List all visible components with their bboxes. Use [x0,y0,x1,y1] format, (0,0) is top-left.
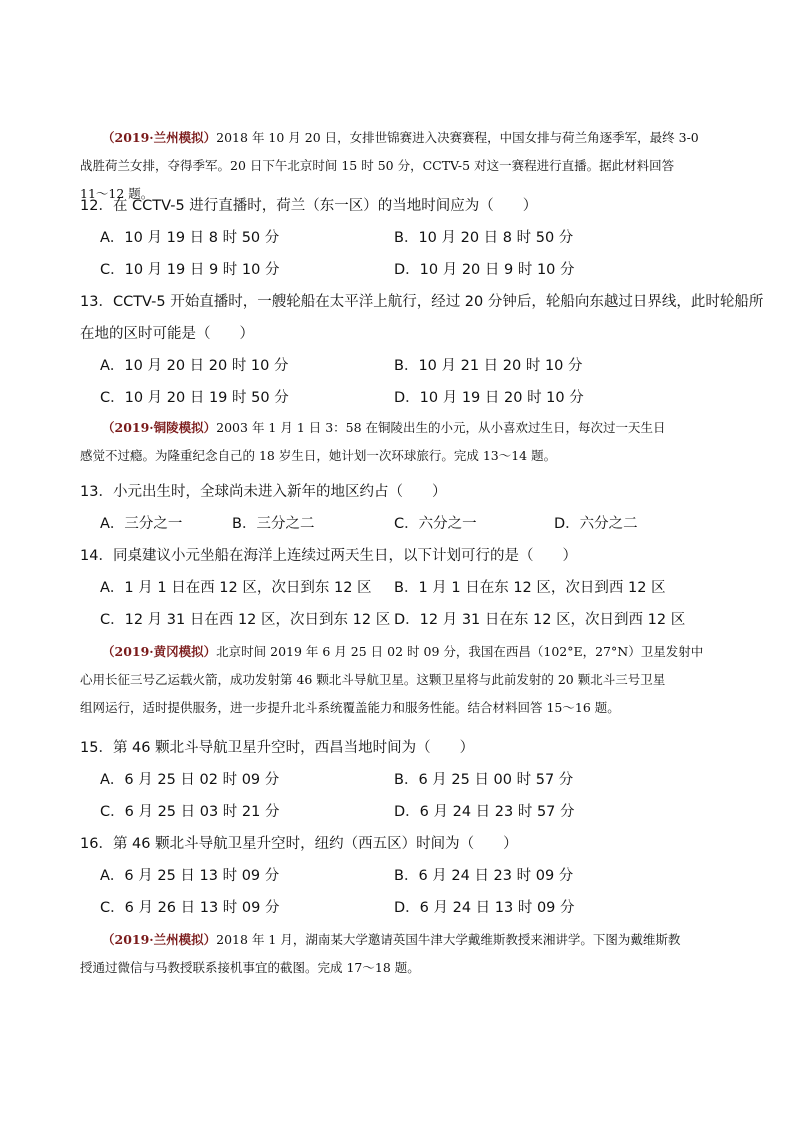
option-c[interactable]: C．六分之一 [394,516,477,532]
option-a[interactable]: A．10 月 20 日 20 时 10 分 [100,358,289,374]
option-a[interactable]: A．三分之一 [100,516,183,532]
option-a[interactable]: A．10 月 19 日 8 时 50 分 [100,230,280,246]
option-d[interactable]: D．10 月 20 日 9 时 10 分 [394,262,575,278]
passage-source: （2019·兰州模拟） [102,130,217,145]
option-b[interactable]: B．10 月 20 日 8 时 50 分 [394,230,574,246]
option-d[interactable]: D．6 月 24 日 23 时 57 分 [394,804,575,820]
question-15 [80,732,730,764]
option-b[interactable]: B．三分之二 [232,516,315,532]
passage-line: 感觉不过瘾。为隆重纪念自己的 18 岁生日，她计划一次环球旅行。完成 13～14 题。 [80,448,557,463]
option-a[interactable]: A．6 月 25 日 02 时 09 分 [100,772,280,788]
question-stem: 12．在 CCTV-5 进行直播时，荷兰（东一区）的当地时间应为（ ） [80,198,538,214]
passage-line: 组网运行，适时提供服务，进一步提升北斗系统覆盖能力和服务性能。结合材料回答 15～16 题。 [80,700,620,715]
question-13b [80,476,730,508]
option-row [100,222,740,254]
option-c[interactable]: C．10 月 19 日 9 时 10 分 [100,262,280,278]
passage-line: 战胜荷兰女排，夺得季军。20 日下午北京时间 15 时 50 分，CCTV-5 对这一赛程进行直播。据此材料回答 [80,158,675,173]
question-stem: 14．同桌建议小元坐船在海洋上连续过两天生日，以下计划可行的是（ ） [80,548,577,564]
question-stem: 15．第 46 颗北斗导航卫星升空时，西昌当地时间为（ ） [80,740,475,756]
question-stem: 13．CCTV-5 开始直播时，一艘轮船在太平洋上航行，经过 20 分钟后，轮船向东越过日界线，此时轮船所 [80,294,764,310]
option-d[interactable]: D．12 月 31 日在东 12 区，次日到西 12 区 [394,612,686,628]
passage-line: （2019·兰州模拟）2018 年 1 月，湖南某大学邀请英国牛津大学戴维斯教授来湘讲学。下图为戴维斯教 [102,932,681,947]
option-row [100,254,740,286]
passage-line: （2019·铜陵模拟）2003 年 1 月 1 日 3：58 在铜陵出生的小元，从小喜欢过生日，每次过一天生日 [102,420,666,435]
passage-line: 授通过微信与马教授联系接机事宜的截图。完成 17～18 题。 [80,960,420,975]
option-b[interactable]: B．6 月 25 日 00 时 57 分 [394,772,574,788]
option-row [100,604,740,636]
option-row [100,508,740,540]
option-row [100,572,740,604]
question-stem: 13．小元出生时，全球尚未进入新年的地区约占（ ） [80,484,447,500]
option-d[interactable]: D．10 月 19 日 20 时 10 分 [394,390,584,406]
question-16 [80,828,730,860]
question-stem-cont: 在地的区时可能是（ ） [80,326,254,342]
option-d[interactable]: D．6 月 24 日 13 时 09 分 [394,900,575,916]
option-row [100,382,740,414]
passage-line: （2019·黄冈模拟）北京时间 2019 年 6 月 25 日 02 时 09 分，我国在西昌（102°E，27°N）卫星发射中 [102,644,704,659]
passage-4 [80,926,720,982]
option-d[interactable]: D．六分之二 [554,516,638,532]
option-row [100,892,740,924]
passage-source: （2019·兰州模拟） [102,932,217,947]
option-a[interactable]: A．1 月 1 日在西 12 区，次日到东 12 区 [100,580,372,596]
option-row [100,764,740,796]
question-13a [80,286,764,350]
passage-2 [80,414,720,470]
option-row [100,350,740,382]
option-b[interactable]: B．6 月 24 日 23 时 09 分 [394,868,574,884]
passage-line: （2019·兰州模拟）2018 年 10 月 20 日，女排世锦赛进入决赛赛程，中国女排与荷兰角逐季军，最终 3-0 [102,130,699,145]
option-c[interactable]: C．12 月 31 日在西 12 区，次日到东 12 区 [100,612,391,628]
option-c[interactable]: C．6 月 26 日 13 时 09 分 [100,900,280,916]
option-c[interactable]: C．10 月 20 日 19 时 50 分 [100,390,289,406]
option-b[interactable]: B．10 月 21 日 20 时 10 分 [394,358,583,374]
passage-source: （2019·黄冈模拟） [102,644,217,659]
option-row [100,796,740,828]
passage-line: 11～12 题。 [80,186,154,201]
passage-3 [80,638,720,722]
question-12 [80,190,730,222]
option-b[interactable]: B．1 月 1 日在东 12 区，次日到西 12 区 [394,580,666,596]
question-stem: 16．第 46 颗北斗导航卫星升空时，纽约（西五区）时间为（ ） [80,836,518,852]
passage-line: 心用长征三号乙运载火箭，成功发射第 46 颗北斗导航卫星。这颗卫星将与此前发射的 20 颗北斗三号卫星 [80,672,666,687]
option-row [100,860,740,892]
option-c[interactable]: C．6 月 25 日 03 时 21 分 [100,804,280,820]
passage-source: （2019·铜陵模拟） [102,420,217,435]
question-14 [80,540,730,572]
option-a[interactable]: A．6 月 25 日 13 时 09 分 [100,868,280,884]
